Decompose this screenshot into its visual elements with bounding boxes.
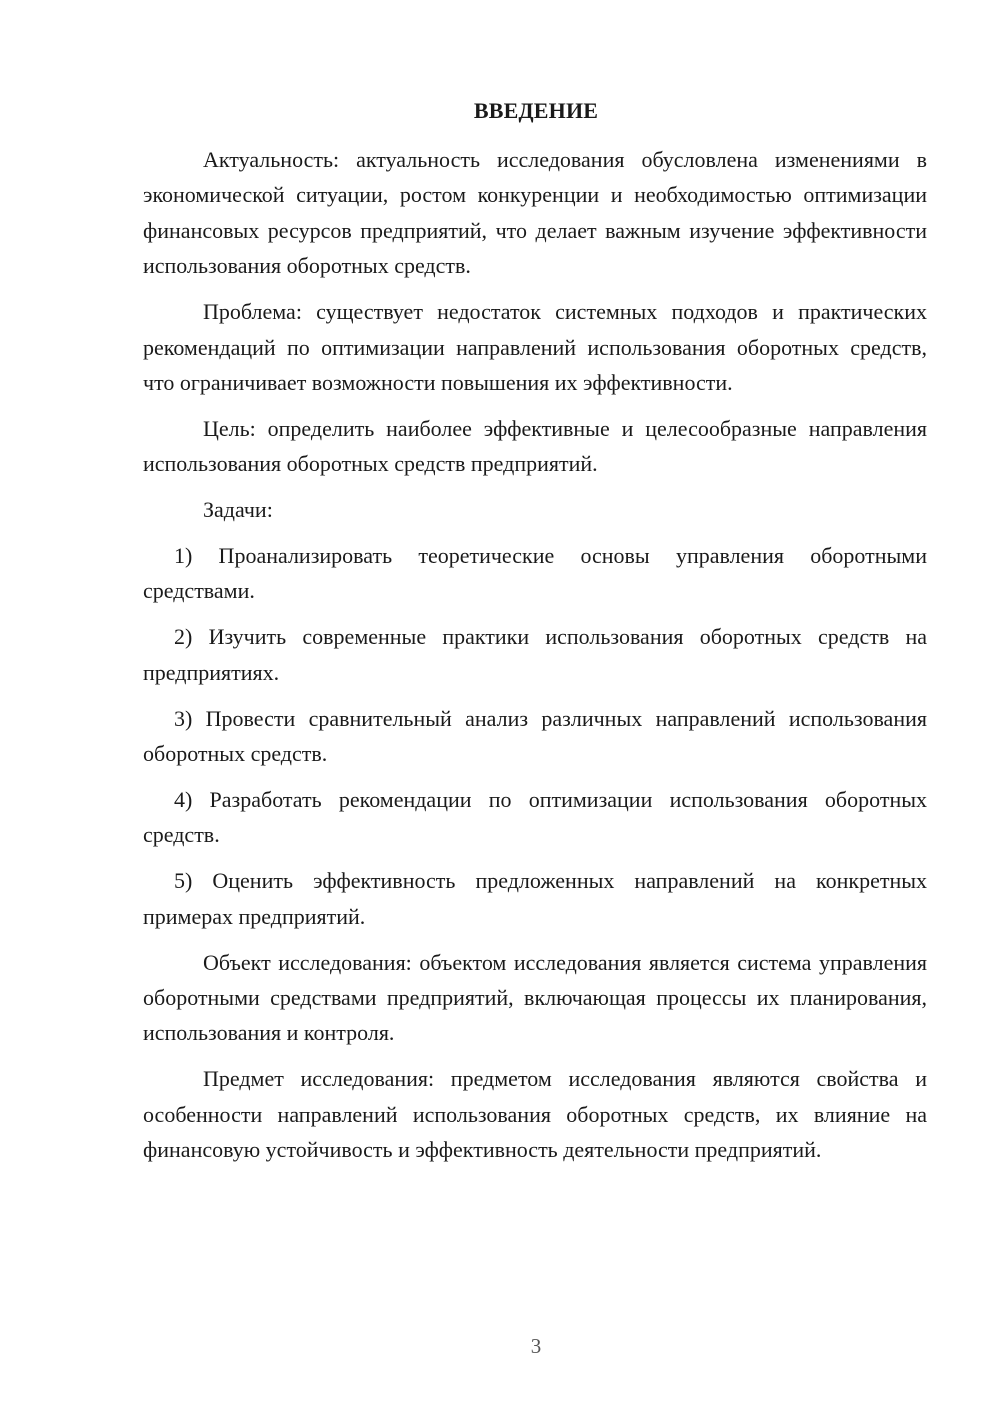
task-item-1: 1) Проанализировать теоретические основы управления оборотными средствами.: [143, 543, 927, 604]
task-item-5: 5) Оценить эффективность предложенных направлений на конкретных примерах предприятий.: [143, 868, 927, 929]
paragraph-relevance: Актуальность: актуальность исследования обусловлена изменениями в экономической ситуации, ростом конкуренции и необходимостью оптимизации финансовых ресурсов предприятий, что делает важным изучение эффективности использования оборотных средств.: [143, 147, 927, 279]
page-number: 3: [530, 1334, 542, 1358]
document-body: [143, 142, 927, 1178]
task-item-3: 3) Провести сравнительный анализ различных направлений использования оборотных средств.: [143, 705, 927, 767]
paragraph-problem: Проблема: существует недостаток системных подходов и практических рекомендаций по оптимизации направлений использования оборотных средств, что ограничивает возможности повышения их эффективности.: [143, 299, 927, 395]
paragraph-tasks-heading: Задачи:: [203, 497, 273, 523]
task-item-4: 4) Разработать рекомендации по оптимизации использования оборотных средств.: [143, 787, 927, 848]
paragraph-goal: Цель: определить наиболее эффективные и целесообразные направления использования оборотных средств предприятий.: [143, 415, 927, 477]
paragraph-object: Объект исследования: объектом исследования является система управления оборотными средствами предприятий, включающая процессы их планирования, использования и контроля.: [143, 949, 927, 1046]
paragraph-subject: Предмет исследования: предметом исследования являются свойства и особенности направлений использования оборотных средств, их влияние на финансовую устойчивость и эффективность деятельности предприятий.: [143, 1066, 927, 1163]
task-item-2: 2) Изучить современные практики использования оборотных средств на предприятиях.: [143, 624, 927, 685]
page-title: ВВЕДЕНИЕ: [473, 98, 599, 123]
